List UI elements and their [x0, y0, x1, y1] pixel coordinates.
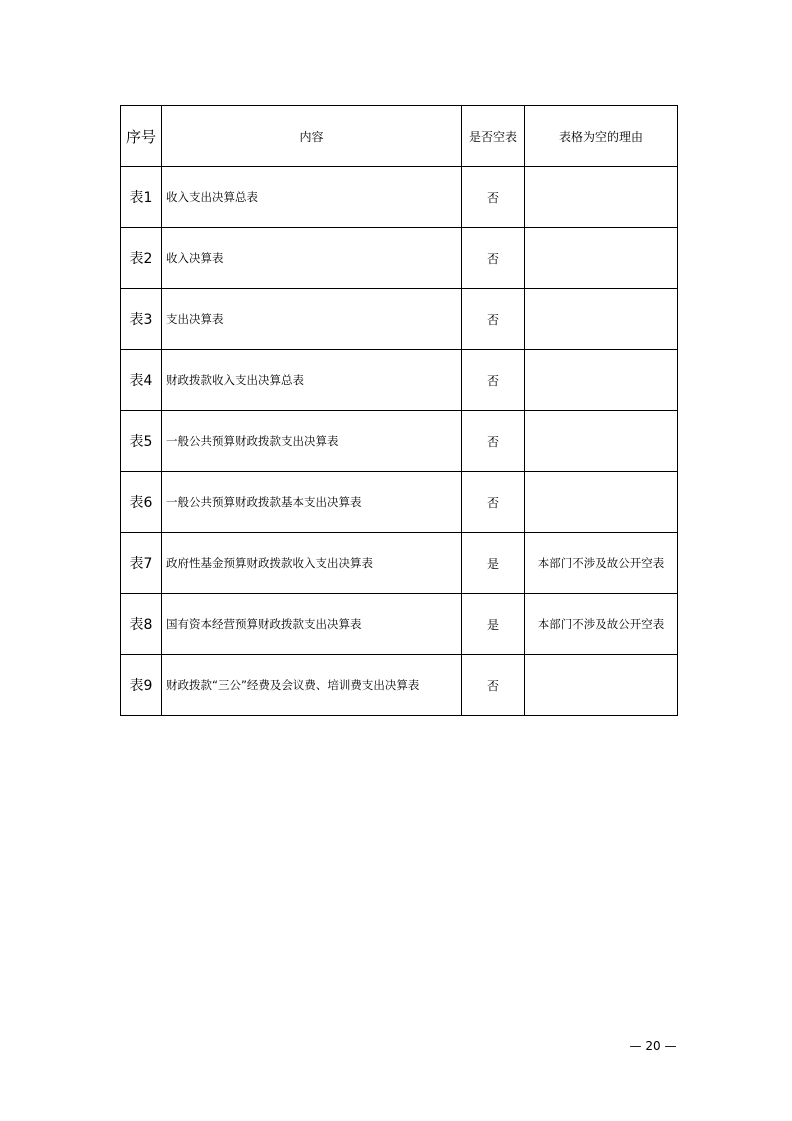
header-reason: 表格为空的理由 — [525, 106, 678, 167]
row-content: 收入支出决算总表 — [162, 167, 462, 228]
row-reason: 本部门不涉及故公开空表 — [525, 594, 678, 655]
table-row — [121, 350, 678, 411]
table-row — [121, 228, 678, 289]
row-reason — [525, 472, 678, 533]
row-reason — [525, 411, 678, 472]
row-index: 表3 — [121, 289, 162, 350]
tables-status-table — [120, 105, 678, 716]
page-number: — 20 — — [629, 1039, 677, 1053]
table-row — [121, 472, 678, 533]
row-index: 表7 — [121, 533, 162, 594]
row-index: 表6 — [121, 472, 162, 533]
row-index: 表9 — [121, 655, 162, 716]
row-index: 表4 — [121, 350, 162, 411]
row-reason: 本部门不涉及故公开空表 — [525, 533, 678, 594]
header-is-empty: 是否空表 — [462, 106, 525, 167]
row-content: 国有资本经营预算财政拨款支出决算表 — [162, 594, 462, 655]
row-content: 支出决算表 — [162, 289, 462, 350]
table-row — [121, 533, 678, 594]
table-row — [121, 289, 678, 350]
row-content: 收入决算表 — [162, 228, 462, 289]
row-is-empty: 否 — [462, 228, 525, 289]
row-reason — [525, 289, 678, 350]
row-index: 表5 — [121, 411, 162, 472]
table-header-row — [121, 106, 678, 167]
header-content: 内容 — [162, 106, 462, 167]
row-is-empty: 否 — [462, 289, 525, 350]
row-is-empty: 否 — [462, 472, 525, 533]
row-reason — [525, 228, 678, 289]
row-content: 财政拨款收入支出决算总表 — [162, 350, 462, 411]
table-row — [121, 594, 678, 655]
row-content: 政府性基金预算财政拨款收入支出决算表 — [162, 533, 462, 594]
header-index: 序号 — [121, 106, 162, 167]
row-content: 一般公共预算财政拨款基本支出决算表 — [162, 472, 462, 533]
row-is-empty: 否 — [462, 411, 525, 472]
table-row — [121, 411, 678, 472]
row-content: 财政拨款“三公”经费及会议费、培训费支出决算表 — [162, 655, 462, 716]
row-index: 表1 — [121, 167, 162, 228]
row-index: 表8 — [121, 594, 162, 655]
row-is-empty: 是 — [462, 533, 525, 594]
row-is-empty: 是 — [462, 594, 525, 655]
row-content: 一般公共预算财政拨款支出决算表 — [162, 411, 462, 472]
row-index: 表2 — [121, 228, 162, 289]
row-reason — [525, 350, 678, 411]
table-row — [121, 167, 678, 228]
row-is-empty: 否 — [462, 350, 525, 411]
row-is-empty: 否 — [462, 167, 525, 228]
row-reason — [525, 167, 678, 228]
row-is-empty: 否 — [462, 655, 525, 716]
table-row — [121, 655, 678, 716]
row-reason — [525, 655, 678, 716]
